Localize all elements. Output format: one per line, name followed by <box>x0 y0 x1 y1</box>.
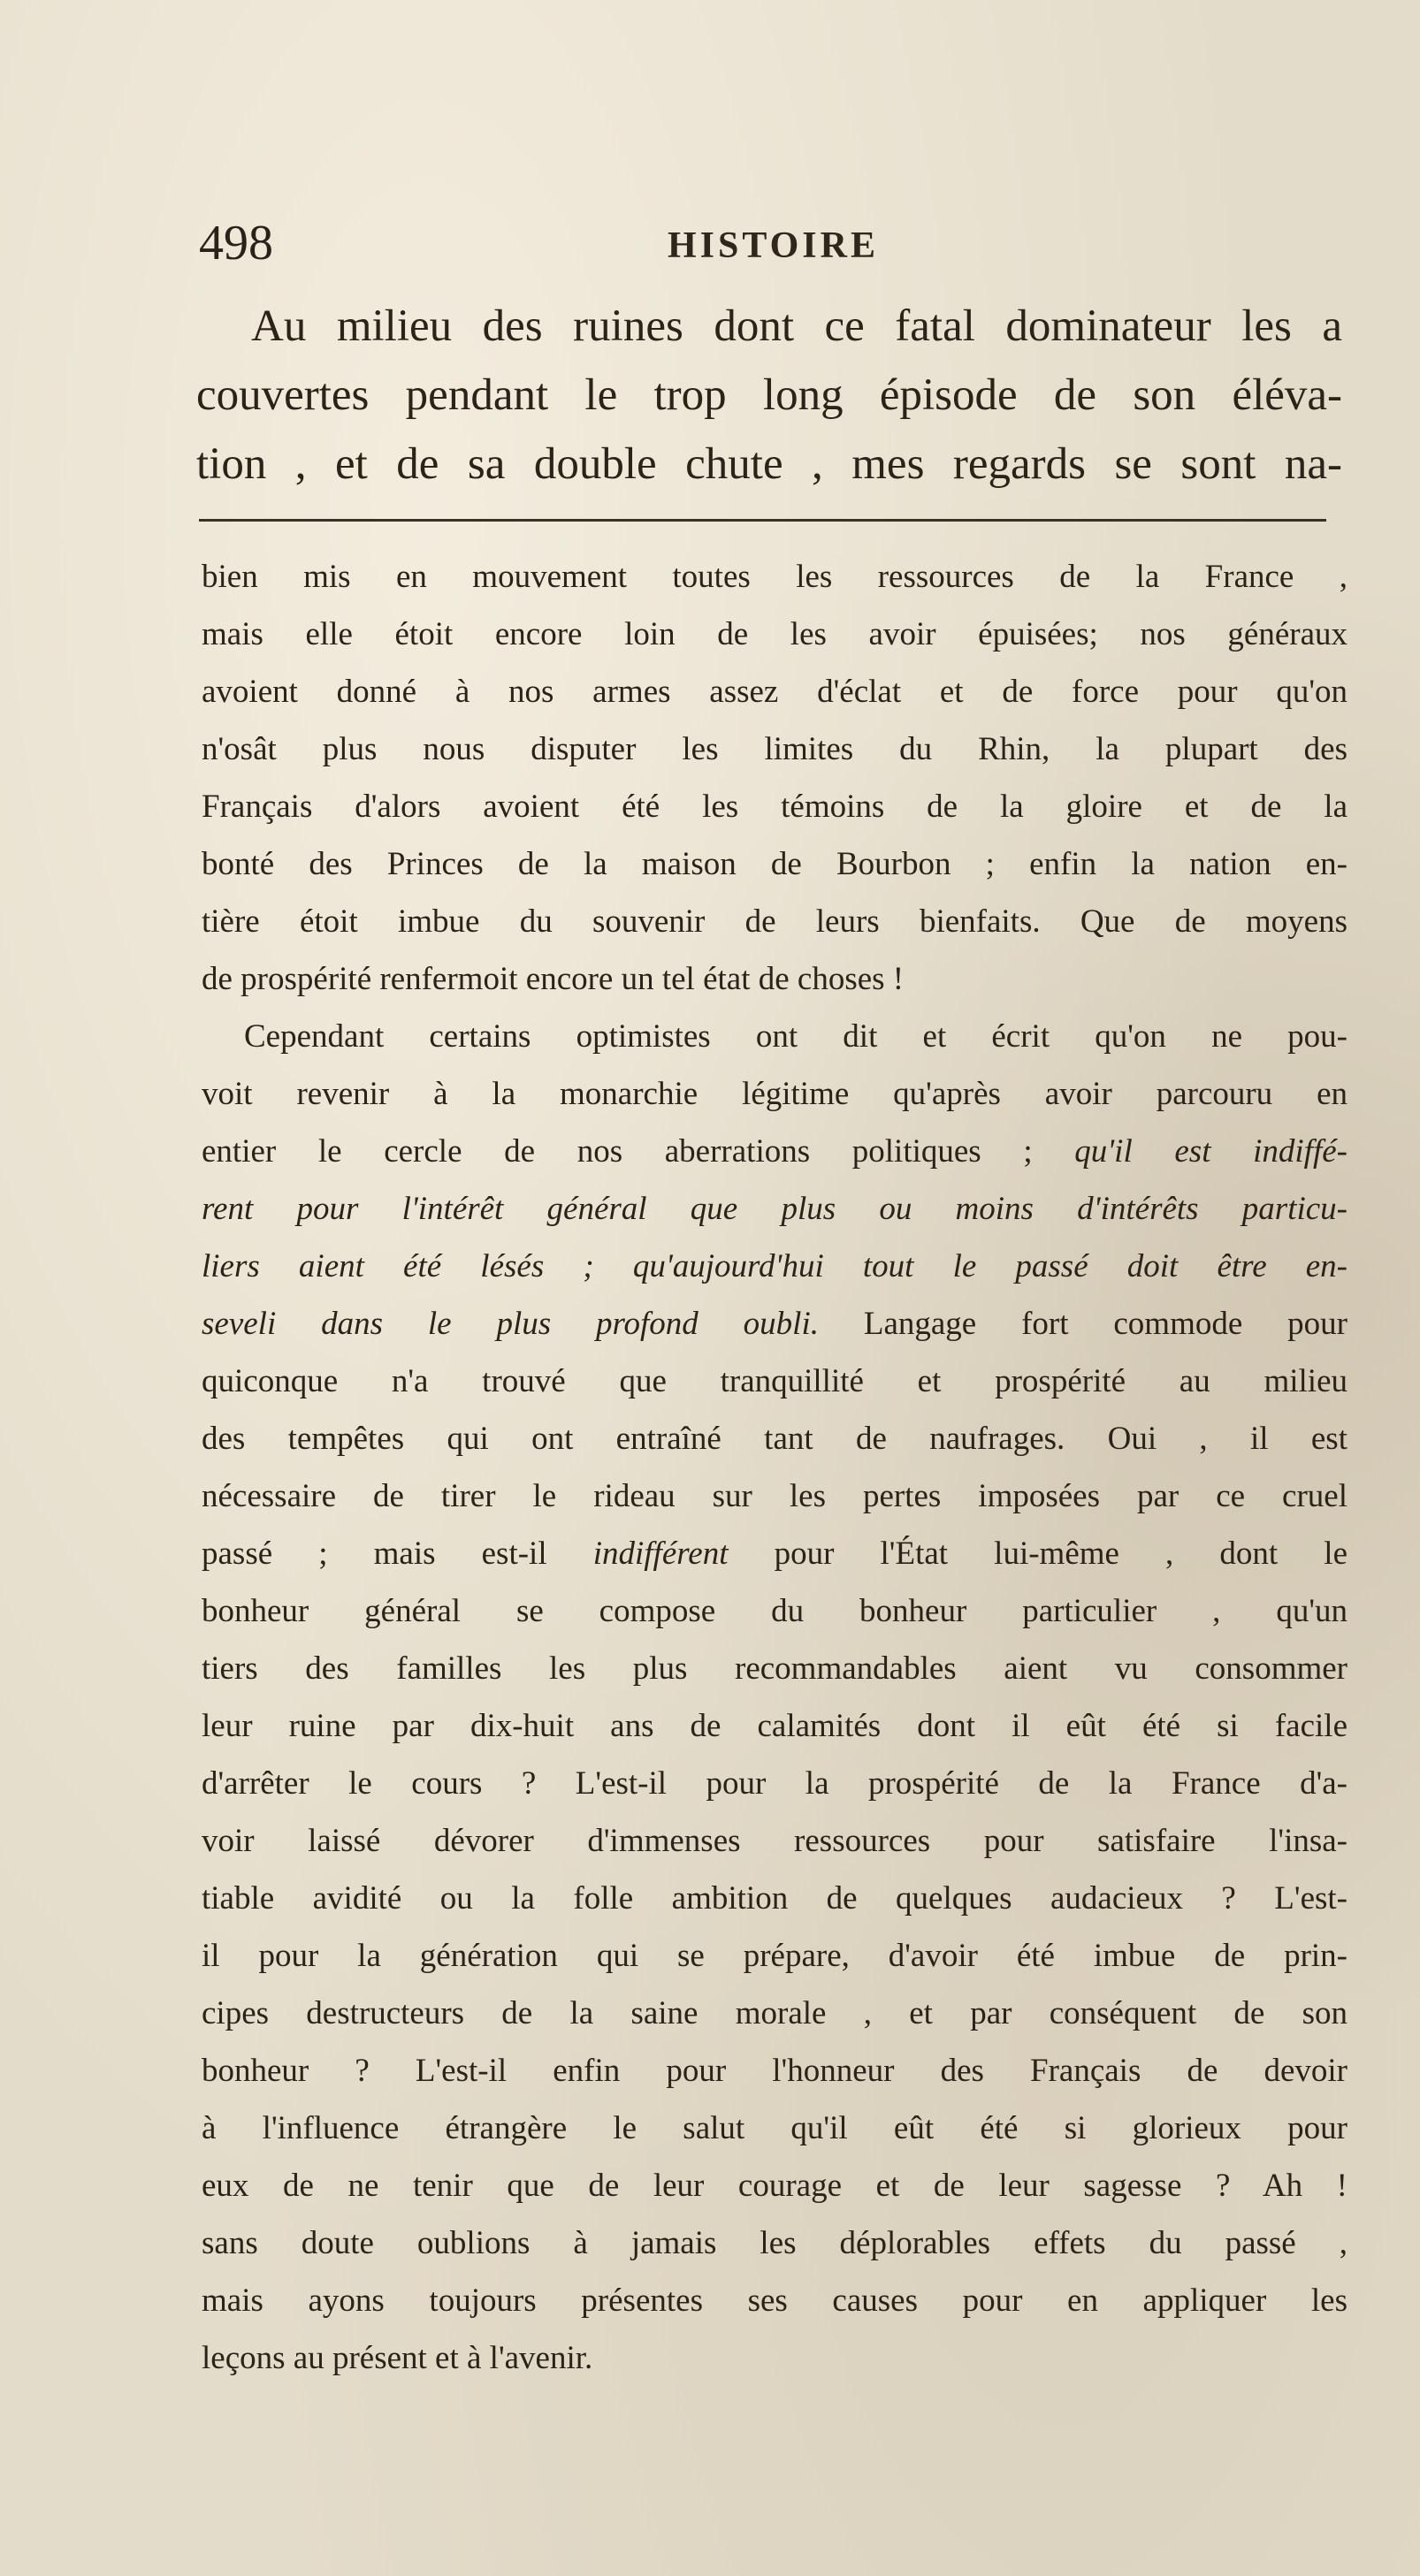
footnote-line: bonheur général se compose du bonheur particulier , qu'un <box>202 1593 1347 1629</box>
footnote-line: leçons au présent et à l'avenir. <box>202 2340 593 2376</box>
footnote-line: tiable avidité ou la folle ambition de quelques audacieux ? L'est- <box>202 1880 1347 1917</box>
footnote-line: voir laissé dévorer d'immenses ressources pour satisfaire l'insa- <box>202 1823 1347 1859</box>
running-head: HISTOIRE <box>668 225 879 266</box>
footnote-line: nécessaire de tirer le rideau sur les pertes imposées par ce cruel <box>202 1478 1347 1514</box>
main-text <box>196 292 1342 499</box>
footnote-text: Langage fort commode pour <box>818 1306 1347 1342</box>
footnote-line: bien mis en mouvement toutes les ressources de la France , <box>202 559 1347 595</box>
footnote-line <box>202 1123 1347 1180</box>
footnote-line: à l'influence étrangère le salut qu'il eût été si glorieux pour <box>202 2110 1347 2146</box>
footnote-italic-line: liers aient été lésés ; qu'aujourd'hui tout le passé doit être en- <box>202 1248 1347 1284</box>
footnote-line: mais elle étoit encore loin de les avoir épuisées; nos généraux <box>202 616 1347 652</box>
footnote-line: n'osât plus nous disputer les limites du Rhin, la plupart des <box>202 731 1347 767</box>
footnote-line: voit revenir à la monarchie légitime qu'après avoir parcouru en <box>202 1076 1347 1112</box>
footnote-line: des tempêtes qui ont entraîné tant de naufrages. Oui , il est <box>202 1421 1347 1457</box>
footnote-text: entier le cercle de nos aberrations politiques ; <box>202 1133 1075 1170</box>
footnote-line: Cependant certains optimistes ont dit et écrit qu'on ne pou- <box>244 1018 1347 1055</box>
footnote-line: Français d'alors avoient été les témoins de la gloire et de la <box>202 789 1347 825</box>
footnote-line: avoient donné à nos armes assez d'éclat et de force pour qu'on <box>202 674 1347 710</box>
footnote-italic-line: rent pour l'intérêt général que plus ou moins d'intérêts particu- <box>202 1191 1347 1227</box>
footnote-line: eux de ne tenir que de leur courage et de leur sagesse ? Ah ! <box>202 2168 1347 2204</box>
footnote-italic-text: qu'il est indiffé- <box>1074 1133 1347 1170</box>
footnote-italic-text: indifférent <box>592 1536 729 1572</box>
footnote-separator-rule <box>199 519 1326 522</box>
footnote-line: cipes destructeurs de la saine morale , et par conséquent de son <box>202 1995 1347 2031</box>
main-text-line: couvertes pendant le trop long épisode de son éléva- <box>196 370 1342 420</box>
footnote-text: pour l'État lui-même , dont le <box>728 1536 1347 1572</box>
page-header <box>199 212 1340 274</box>
footnote-line: de prospérité renfermoit encore un tel état de choses ! <box>202 961 905 997</box>
footnote-italic-text: seveli dans le plus profond oubli. <box>202 1306 819 1342</box>
footnote-line: sans doute oublions à jamais les déplorables effets du passé , <box>202 2225 1347 2261</box>
footnote-line: tiers des familles les plus recommandables aient vu consommer <box>202 1650 1347 1687</box>
main-text-line: Au milieu des ruines dont ce fatal dominateur les a <box>251 301 1342 351</box>
footnote-line <box>202 1295 1347 1353</box>
page-number: 498 <box>199 216 273 271</box>
main-text-line: tion , et de sa double chute , mes regards se sont na- <box>196 439 1342 489</box>
footnote-line: leur ruine par dix-huit ans de calamités dont il eût été si facile <box>202 1708 1347 1744</box>
footnote-line: bonheur ? L'est-il enfin pour l'honneur des Français de devoir <box>202 2053 1347 2089</box>
footnote-line: d'arrêter le cours ? L'est-il pour la prospérité de la France d'a- <box>202 1765 1347 1802</box>
footnote-text: passé ; mais est-il <box>202 1536 593 1572</box>
footnote <box>202 548 1347 2387</box>
footnote-line: il pour la génération qui se prépare, d'avoir été imbue de prin- <box>202 1938 1347 1974</box>
footnote-line: mais ayons toujours présentes ses causes pour en appliquer les <box>202 2283 1347 2319</box>
footnote-line: tière étoit imbue du souvenir de leurs bienfaits. Que de moyens <box>202 903 1347 940</box>
footnote-line: quiconque n'a trouvé que tranquillité et prospérité au milieu <box>202 1363 1347 1399</box>
footnote-line: bonté des Princes de la maison de Bourbon ; enfin la nation en- <box>202 846 1347 882</box>
footnote-line <box>202 1525 1347 1582</box>
